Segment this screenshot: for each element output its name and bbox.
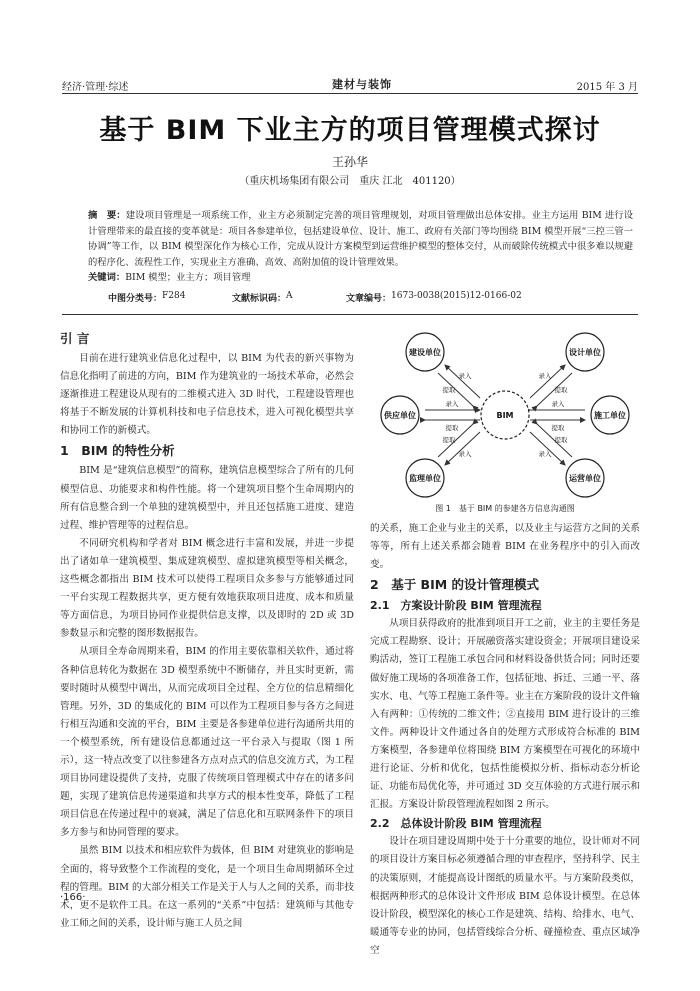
classification-line	[108, 291, 628, 305]
flow-label: 录入	[445, 400, 459, 408]
figure-node-construction: 施工单位	[594, 411, 626, 420]
article-no-value: 1673-0038(2015)12-0166-02	[391, 291, 522, 301]
header-date: 2015 年 3 月	[576, 82, 638, 93]
figure-node-owner: 建设单位	[409, 348, 441, 357]
flow-label: 录入	[458, 450, 472, 458]
flow-label: 提取	[442, 386, 456, 394]
header-section: 经济·管理·综述	[62, 82, 129, 93]
section-1-paragraph-2: 不同研究机构和学者对 BIM 概念进行丰富和发展，并进一步提出了诸如单一建筑模型、集成建筑模型、虚拟建筑模型等相关概念，这些概念都指出 BIM 技术可以使得工程项目众多参与方能够通过同一平台实现工程数据共享，更方便有效地获取项目进度、成本和质量等方面信息，为项目协同作业提供信息支撑，以及即时的 2D 或 3D 参数显示和完整的图形数据报告。	[60, 537, 354, 640]
left-column	[60, 328, 354, 933]
figure-node-design: 设计单位	[569, 348, 601, 357]
header-rule	[62, 93, 638, 94]
section-1-paragraph-3: 从项目全寿命周期来看，BIM 的作用主要依靠相关软件，通过将各种信息转化为数据在 3D 模型系统中不断储存，并且实时更新，需要时随时从模型中调出，从而完成项目全过程、全方位的信息精细化管理。另外，3D 的集成化的 BIM 可以作为工程项目参与各方之间进行相互沟通和交流的平台，BIM 主要是各参建单位进行沟通所共用的一个模型系统，所有建设信息都通过这一平台录入与提取（图 1 所示），这一特点改变了以往参建各方点对点式的信息交流方式，为工程项目协同建设提供了支持，克服了传统项目管理模式中存在的诸多问题，实现了建筑信息传递渠道和共享方式的根本性变革，降低了工程项目信息在传递过程中的衰减，满足了信息化和互联网条件下的项目多方参与和协同管理的要求。	[60, 646, 354, 839]
keywords-text: BIM 模型；业主方；项目管理	[125, 272, 251, 283]
doc-code-label: 文献标识码：	[232, 294, 287, 304]
clc-value: F284	[162, 291, 186, 301]
flow-label: 录入	[538, 450, 552, 458]
flow-label: 录入	[551, 400, 565, 408]
section-2-1-heading: 2.1 方案设计阶段 BIM 管理流程	[370, 599, 542, 613]
figure-node-supply: 供应单位	[384, 411, 416, 420]
affiliation: （重庆机场集团有限公司 重庆 江北 401120）	[239, 176, 461, 187]
doc-code-value: A	[286, 291, 293, 301]
clc-label: 中图分类号：	[108, 294, 163, 304]
body-rule	[62, 314, 638, 315]
flow-label: 提取	[554, 436, 568, 444]
flow-label: 提取	[554, 386, 568, 394]
figure-node-supervision: 监理单位	[409, 474, 441, 483]
running-header	[62, 76, 638, 92]
flow-label: 提取	[442, 436, 456, 444]
author: 王孙华	[331, 155, 368, 169]
flow-label: 提取	[551, 424, 565, 432]
paper-title: 基于 BIM 下业主方的项目管理模式探讨	[99, 115, 601, 146]
figure-node-operation: 运营单位	[569, 474, 601, 483]
section-1-heading: 1 BIM 的特性分析	[60, 443, 175, 459]
section-2-1-paragraph: 从项目获得政府的批准到项目开工之前，业主的主要任务是完成工程勘察、设计；开展融资落实建设资金；开展项目建设采购活动，签订工程施工承包合同和材料设备供货合同；同时还要做好施工现场的各项准备工作，包括征地、拆迁、三通一平、落实水、电、气等工程施工条件等。业主在方案阶段的设计文件输入有两种：①传统的二维文件；②直接用 BIM 进行设计的三维文件。两种设计文件通过各自的处理方式形成符合标准的 BIM 方案模型，各参建单位将围绕 BIM 方案模型在可视化的环境中进行论证、分析和优化，包括性能模拟分析、指标动态分析论证、功能布局优化等，并可通过 3D 交互体验的方式进行展示和汇报。方案设计阶段管理流程如图 2 所示。	[370, 618, 640, 811]
flow-label: 录入	[458, 372, 472, 380]
journal-name: 建材与装饰	[332, 78, 392, 91]
flow-label: 录入	[538, 372, 552, 380]
intro-paragraph: 目前在进行建筑业信息化过程中，以 BIM 为代表的新兴事物为信息化指明了前进的方向，BIM 作为建筑业的一场技术革命，必然会逐渐推进工程建设从现有的二维模式进入 3D 时代，工程建设管理也将基于不断发展的计算机科技和电子信息技术，进入可视化模型共享和协同工作的新模式。	[60, 353, 354, 437]
section-2-2-heading: 2.2 总体设计阶段 BIM 管理流程	[370, 817, 542, 831]
abstract-text: 建设项目管理是一项系统工作，业主方必须制定完善的项目管理规划，对项目管理做出总体安排。业主方运用 BIM 进行设计管理带来的最直接的变革就是：项目各参建单位，包括建设单位、设计、施工、政府有关部门等均围绕 BIM 模型开展“三控三管一协调”等工作，以 BIM 模型深化作为核心工作，完成从设计方案模型到运营维护模型的整体交付，从而破除传统模式中很多难以规避的程序化、流程性工作，实现业主方准确、高效、高附加值的设计管理效果。	[88, 210, 633, 268]
figure-1-diagram	[370, 328, 640, 516]
abstract	[88, 208, 633, 286]
figure-1-caption: 图 1 基于 BIM 的参建各方信息沟通图	[435, 504, 575, 513]
page-number: ·166·	[60, 892, 86, 903]
section-2-heading: 2 基于 BIM 的设计管理模式	[370, 577, 540, 593]
figure-center-label: BIM	[496, 411, 514, 420]
section-1-paragraph-1: BIM 是“建筑信息模型”的简称，建筑信息模型综合了所有的几何模型信息、功能要求和构件性能。将一个建筑项目整个生命周期内的所有信息整合到一个单独的建筑模型中，并且还包括施工进度、建造过程、维护管理等的过程信息。	[60, 465, 354, 531]
abstract-label: 摘 要：	[88, 210, 126, 221]
article-no-label: 文章编号：	[346, 294, 392, 304]
section-2-2-paragraph: 设计在项目建设周期中处于十分重要的地位，设计师对不同的项目设计方案目标必须遵循合理的审查程序，坚持科学、民主的决策原则，才能提高设计图纸的质量水平。与方案阶段类似，根据两种形式的总体设计文件形成 BIM 总体设计模型。在总体设计阶段，模型深化的核心工作是建筑、结构、给排水、电气、暖通等专业的协同，包括管线综合分析、碰撞检查、重点区域净空	[370, 836, 640, 956]
intro-heading: 引 言	[60, 331, 90, 346]
section-1-paragraph-4: 虽然 BIM 以技术和相应软件为载体，但 BIM 对建筑业的影响是全面的，将导致整个工作流程的变化，是一个项目生命周期循环全过程的管理。BIM 的大部分相关工作是关于人与人之间的关系，而非技术，更不是软件工具。在这一系列的“关系”中包括：建筑师与其他专业工师之间的关系，设计师与施工人员之间	[60, 845, 354, 929]
keywords-label: 关键词：	[88, 272, 126, 283]
right-column	[370, 520, 640, 960]
flow-label: 提取	[445, 424, 459, 432]
continued-paragraph: 的关系，施工企业与业主的关系，以及业主与运营方之间的关系等等，所有上述关系都会随着 BIM 在业务程序中的引入而改变。	[370, 523, 640, 571]
